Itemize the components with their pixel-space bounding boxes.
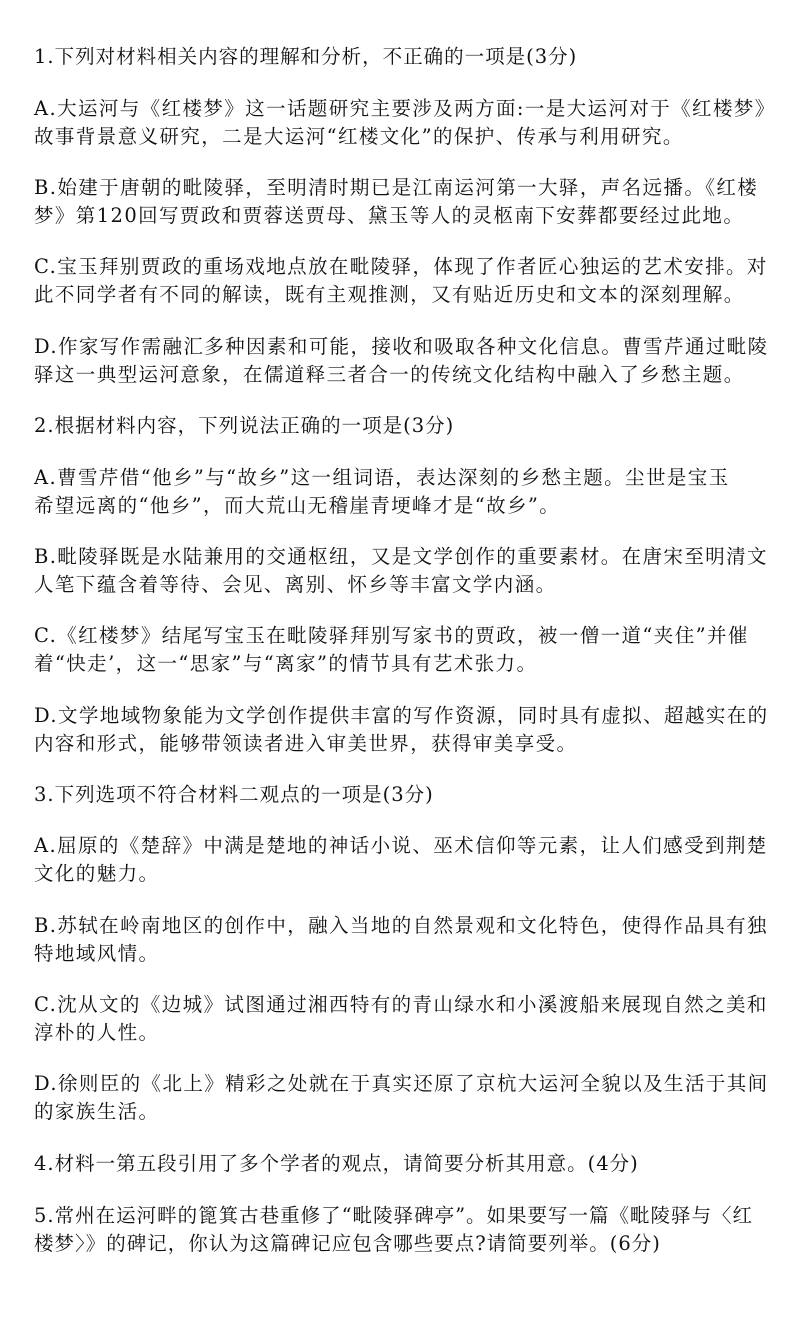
q1-option-b-line1: B.始建于唐朝的毗陵驿，至明清时期已是江南运河第一大驿，声名远播。《红楼 xyxy=(34,176,759,199)
q3-option-a-line1: A.屈原的《楚辞》中满是楚地的神话小说、巫术信仰等元素，让人们感受到荆楚 xyxy=(34,834,768,857)
q1-option-d-line1: D.作家写作需融汇多种因素和可能，接收和吸取各种文化信息。曹雪芹通过毗陵 xyxy=(34,335,769,358)
q2-option-c-line1: C.《红楼梦》结尾写宝玉在毗陵驿拜别写家书的贾政，被一僧一道“夹住”并催 xyxy=(34,624,749,647)
q3-option-b-line1: B.苏轼在岭南地区的创作中，融入当地的自然景观和文化特色，使得作品具有独 xyxy=(34,914,768,937)
q2-option-b-line2: 人笔下蕴含着等待、会见、离别、怀乡等丰富文学内涵。 xyxy=(34,573,557,596)
q1-option-a-line1: A.大运河与《红楼梦》这一话题研究主要涉及两方面:一是大运河对于《红楼梦》 xyxy=(34,97,776,120)
q3-option-c-line1: C.沈从文的《边城》试图通过湘西特有的青山绿水和小溪渡船来展现自然之美和 xyxy=(34,993,768,1016)
q3-option-d-line1: D.徐则臣的《北上》精彩之处就在于真实还原了京杭大运河全貌以及生活于其间 xyxy=(34,1072,769,1095)
q3-option-a-line2: 文化的魅力。 xyxy=(34,862,160,885)
q3-option-b-line2: 特地域风情。 xyxy=(34,942,160,965)
q2-option-d-line2: 内容和形式，能够带领读者进入审美世界，获得审美享受。 xyxy=(34,732,578,755)
q3-stem: 3.下列选项不符合材料二观点的一项是(3分) xyxy=(34,783,434,806)
q3-option-c-line2: 淳朴的人性。 xyxy=(34,1021,160,1044)
q1-option-c-line1: C.宝玉拜别贾政的重场戏地点放在毗陵驿，体现了作者匠心独运的艺术安排。对 xyxy=(34,255,768,278)
q2-option-d-line1: D.文学地域物象能为文学创作提供丰富的写作资源，同时具有虚拟、超越实在的 xyxy=(34,704,769,727)
q1-option-d-line2: 驿这一典型运河意象，在儒道释三者合一的传统文化结构中融入了乡愁主题。 xyxy=(34,363,745,386)
q5-stem-line2: 楼梦〉》的碑记，你认为这篇碑记应包含哪些要点?请简要列举。(6分) xyxy=(34,1232,661,1255)
q2-option-a-line2: 希望远离的“他乡”，而大荒山无稽崖青埂峰才是“故乡”。 xyxy=(34,494,561,517)
q2-stem: 2.根据材料内容，下列说法正确的一项是(3分) xyxy=(34,414,455,437)
q4-stem: 4.材料一第五段引用了多个学者的观点，请简要分析其用意。(4分) xyxy=(34,1152,639,1175)
q2-option-b-line1: B.毗陵驿既是水陆兼用的交通枢纽，又是文学创作的重要素材。在唐宋至明清文 xyxy=(34,545,768,568)
q5-stem-line1: 5.常州在运河畔的篦箕古巷重修了“毗陵驿碑亭”。如果要写一篇《毗陵驿与〈红 xyxy=(34,1204,754,1227)
q1-stem: 1.下列对材料相关内容的理解和分析，不正确的一项是(3分) xyxy=(34,45,578,68)
q1-option-b-line2: 梦》第120回写贾政和贾蓉送贾母、黛玉等人的灵柩南下安葬都要经过此地。 xyxy=(34,204,745,227)
q3-option-d-line2: 的家族生活。 xyxy=(34,1100,160,1123)
q2-option-a-line1: A.曹雪芹借“他乡”与“故乡”这一组词语，表达深刻的乡愁主题。尘世是宝玉 xyxy=(34,466,730,489)
q1-option-c-line2: 此不同学者有不同的解读，既有主观推测，又有贴近历史和文本的深刻理解。 xyxy=(34,283,745,306)
q1-option-a-line2: 故事背景意义研究，二是大运河“红楼文化”的保护、传承与利用研究。 xyxy=(34,125,684,148)
q2-option-c-line2: 着“快走’，这一“思家”与“离家”的情节具有艺术张力。 xyxy=(34,652,538,675)
